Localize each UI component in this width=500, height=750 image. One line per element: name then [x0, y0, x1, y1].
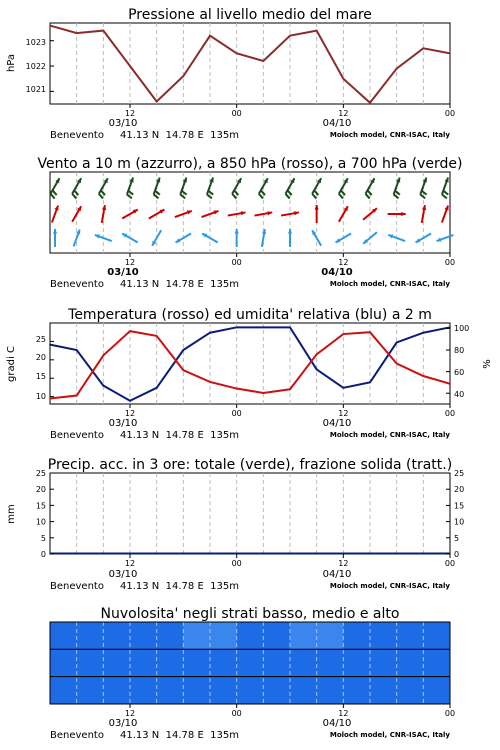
rh-ytick-100: 100: [454, 324, 470, 333]
x-tick-label: 12: [338, 559, 349, 568]
precip-ytick-label-left: 25: [35, 469, 46, 478]
temperature-point: [396, 363, 398, 365]
pressure-date-1: 03/10: [108, 118, 138, 129]
precip-ytick-label-left: 5: [40, 533, 46, 543]
cloud-footer-station: Benevento: [50, 730, 104, 741]
cloud-footer-model: Moloch model, CNR-ISAC, Italy: [329, 731, 450, 739]
temp-footer-model: Moloch model, CNR-ISAC, Italy: [329, 431, 450, 439]
temperature-point: [129, 330, 131, 332]
temp-ylabel-right: %: [482, 359, 493, 369]
humidity-point: [49, 344, 51, 346]
temperature-point: [236, 388, 238, 390]
pressure-point: [209, 35, 211, 37]
precip-ylabel: mm: [6, 504, 17, 524]
x-tick-label: 12: [124, 409, 136, 418]
pressure-plot-frame: [50, 23, 450, 104]
temp-xticks: [125, 404, 455, 418]
x-tick-label: 00: [231, 709, 242, 718]
humidity-point: [343, 387, 345, 389]
temperature-point: [76, 395, 78, 397]
x-tick-label: 12: [338, 109, 349, 118]
wind-footer-coords: 41.13 N 14.78 E 135m: [120, 279, 239, 290]
wind-date-2: 04/10: [321, 267, 353, 278]
temp-date-2: 04/10: [322, 418, 352, 429]
precip-panel: [6, 457, 464, 592]
x-tick-label: 00: [231, 559, 242, 568]
temperature-point: [156, 335, 158, 337]
temperature-point: [369, 331, 371, 333]
humidity-point: [263, 327, 265, 329]
humidity-point: [449, 327, 451, 329]
humidity-point: [103, 385, 105, 387]
pressure-ytick-1022: 1022: [25, 62, 46, 71]
cloud-background: [50, 622, 450, 704]
x-tick-label: 00: [444, 709, 456, 718]
x-tick-label: 12: [338, 258, 349, 267]
precip-ytick-label-left: 10: [35, 517, 46, 527]
cloud-cell: [290, 622, 317, 649]
precip-footer-coords: 41.13 N 14.78 E 135m: [120, 581, 239, 592]
pressure-ylabel: hPa: [6, 53, 17, 73]
temperature-point: [449, 383, 451, 385]
pressure-point: [183, 75, 185, 77]
pressure-point: [316, 30, 318, 32]
temperature-point: [183, 369, 185, 371]
precip-date-1: 03/10: [108, 569, 138, 580]
pressure-title: Pressione al livello medio del mare: [128, 7, 372, 23]
precip-ytick-label-right: 15: [454, 501, 465, 511]
cloud-date-2: 04/10: [322, 718, 352, 729]
temperature-point: [263, 392, 265, 394]
x-tick-label: 00: [444, 409, 456, 418]
humidity-point: [76, 349, 78, 351]
temp-ylabel-left: gradi C: [6, 346, 17, 382]
humidity-point: [316, 369, 318, 371]
pressure-footer-station: Benevento: [50, 130, 104, 141]
precip-plot-frame: [50, 473, 450, 554]
cloud-title: Nuvolosita' negli strati basso, medio e alto: [100, 606, 400, 622]
pressure-date-2: 04/10: [322, 118, 352, 129]
humidity-point: [289, 327, 291, 329]
humidity-point: [396, 342, 398, 344]
pressure-point: [449, 53, 451, 55]
precip-xticks: [125, 554, 455, 568]
pressure-footer-model: Moloch model, CNR-ISAC, Italy: [329, 131, 450, 139]
x-tick-label: 12: [338, 709, 349, 718]
temperature-point: [423, 375, 425, 377]
precip-ytick-label-left: 0: [40, 550, 46, 559]
temp-date-1: 03/10: [108, 418, 138, 429]
cloud-cells: [50, 622, 450, 704]
pressure-point: [76, 32, 78, 34]
humidity-point: [236, 327, 238, 329]
temperature-point: [289, 388, 291, 390]
wind-title: Vento a 10 m (azzurro), a 850 hPa (rosso), a 700 hPa (verde): [37, 156, 463, 172]
pressure-ytick-1023: 1023: [25, 38, 46, 47]
precip-ytick-label-right: 10: [454, 517, 465, 527]
pressure-footer-coords: 41.13 N 14.78 E 135m: [120, 130, 239, 141]
temp-panel: [6, 307, 493, 441]
cloud-cell: [317, 622, 344, 649]
x-tick-label: 00: [444, 109, 456, 118]
temp-footer-station: Benevento: [50, 430, 104, 441]
pressure-point: [369, 102, 371, 104]
pressure-xticks: [125, 104, 455, 118]
pressure-point: [343, 78, 345, 80]
pressure-point: [103, 30, 105, 32]
x-tick-label: 00: [231, 258, 242, 267]
temperature-point: [316, 353, 318, 355]
x-tick-label: 12: [124, 559, 136, 568]
cloud-footer-coords: 41.13 N 14.78 E 135m: [120, 730, 239, 741]
x-tick-label: 12: [124, 709, 136, 718]
rh-ytick-60: 60: [454, 368, 465, 377]
humidity-point: [183, 349, 185, 351]
x-tick-label: 12: [124, 258, 136, 267]
temperature-point: [49, 398, 51, 400]
x-tick-label: 00: [231, 409, 242, 418]
temp-ytick-15: 15: [35, 372, 46, 381]
humidity-point: [129, 400, 131, 402]
x-tick-label: 00: [444, 559, 456, 568]
wind-footer-model: Moloch model, CNR-ISAC, Italy: [329, 280, 450, 288]
wind-panel: [37, 156, 462, 290]
humidity-point: [156, 387, 158, 389]
pressure-ytick-1021: 1021: [25, 85, 46, 94]
temp-plot-frame: [50, 323, 450, 404]
precip-ytick-label-right: 25: [454, 469, 465, 478]
temp-ytick-20: 20: [35, 353, 46, 362]
rh-ytick-80: 80: [454, 346, 465, 355]
x-tick-label: 12: [338, 409, 349, 418]
precip-ytick-label-right: 5: [454, 533, 460, 543]
humidity-point: [209, 332, 211, 334]
precip-ytick-label-left: 20: [35, 485, 46, 495]
precip-footer-station: Benevento: [50, 581, 104, 592]
temperature-point: [209, 381, 211, 383]
wind-date-1: 03/10: [107, 267, 139, 278]
cloud-cell: [183, 622, 210, 649]
pressure-point: [156, 101, 158, 103]
precip-ytick-label-right: 0: [454, 550, 460, 559]
cloud-xticks: [125, 704, 455, 718]
humidity-point: [369, 382, 371, 384]
temp-ytick-25: 25: [35, 335, 46, 344]
pressure-point: [49, 25, 51, 27]
precip-ytick-label-right: 20: [454, 485, 465, 495]
pressure-point: [423, 48, 425, 50]
x-tick-label: 00: [231, 109, 242, 118]
temp-title: Temperatura (rosso) ed umidita' relativa (blu) a 2 m: [68, 307, 432, 323]
pressure-point: [289, 35, 291, 37]
pressure-point: [236, 53, 238, 55]
pressure-point: [129, 65, 131, 67]
cloud-cell: [210, 622, 237, 649]
humidity-point: [423, 332, 425, 334]
x-tick-label: 12: [124, 109, 136, 118]
precip-title: Precip. acc. in 3 ore: totale (verde), frazione solida (tratt.): [47, 457, 453, 473]
precip-date-2: 04/10: [322, 569, 352, 580]
precip-footer-model: Moloch model, CNR-ISAC, Italy: [329, 582, 450, 590]
cloud-date-1: 03/10: [108, 718, 138, 729]
pressure-point: [263, 60, 265, 62]
rh-ytick-40: 40: [454, 390, 465, 399]
temperature-point: [343, 333, 345, 335]
cloud-panel: [50, 606, 455, 741]
pressure-panel: [6, 7, 455, 141]
precip-ytick-label-left: 15: [35, 501, 46, 511]
wind-xticks: [125, 253, 455, 267]
temp-ytick-10: 10: [35, 392, 46, 401]
wind-footer-station: Benevento: [50, 279, 104, 290]
temp-footer-coords: 41.13 N 14.78 E 135m: [120, 430, 239, 441]
temperature-point: [103, 355, 105, 357]
x-tick-label: 00: [444, 258, 456, 267]
pressure-point: [396, 68, 398, 70]
